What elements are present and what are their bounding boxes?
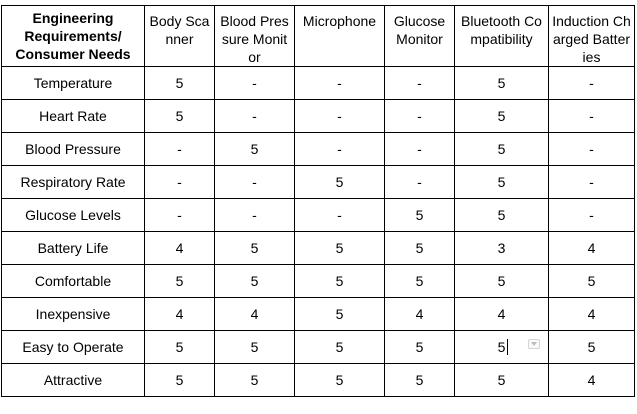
cell-value: 4: [587, 240, 596, 256]
table-cell[interactable]: [455, 298, 549, 331]
cell-value: 5: [497, 75, 506, 91]
table-cell[interactable]: [145, 331, 215, 364]
table-cell[interactable]: [295, 331, 385, 364]
cell-value: -: [337, 75, 342, 91]
table-row: [2, 133, 635, 166]
cell-value: -: [417, 108, 422, 124]
table-row: [2, 100, 635, 133]
column-header[interactable]: Glucose Monitor: [385, 6, 455, 67]
cell-value: -: [337, 207, 342, 223]
table-row: [2, 67, 635, 100]
table-cell[interactable]: [295, 166, 385, 199]
table-cell[interactable]: [455, 265, 549, 298]
cell-value: 5: [335, 372, 344, 388]
column-header[interactable]: Bluetooth Compatibility: [455, 6, 549, 67]
cell-value: -: [417, 174, 422, 190]
table-cell[interactable]: [455, 133, 549, 166]
table-cell[interactable]: [145, 232, 215, 265]
table-cell[interactable]: [295, 100, 385, 133]
table-cell[interactable]: [385, 166, 455, 199]
cell-value: -: [177, 207, 182, 223]
table-cell[interactable]: [455, 67, 549, 100]
cell-value: 5: [175, 339, 184, 355]
table-cell[interactable]: [455, 166, 549, 199]
cell-value: 5: [175, 273, 184, 289]
column-header[interactable]: Microphone: [295, 6, 385, 67]
cell-value: 4: [587, 306, 596, 322]
cell-value: 5: [497, 372, 506, 388]
table-row: [2, 298, 635, 331]
table-cell[interactable]: [215, 166, 295, 199]
table-cell[interactable]: [215, 133, 295, 166]
table-cell[interactable]: [295, 67, 385, 100]
table-cell[interactable]: [455, 199, 549, 232]
cell-value: -: [417, 75, 422, 91]
table-cell[interactable]: [295, 265, 385, 298]
cell-value: -: [589, 207, 594, 223]
table-cell[interactable]: [215, 232, 295, 265]
row-label[interactable]: Battery Life: [2, 232, 145, 265]
row-label[interactable]: Temperature: [2, 67, 145, 100]
table-cell[interactable]: [455, 331, 549, 364]
column-header[interactable]: Body Scanner: [145, 6, 215, 67]
table-cell[interactable]: [295, 199, 385, 232]
table-cell[interactable]: [549, 67, 635, 100]
cell-value: -: [252, 174, 257, 190]
cell-value: -: [417, 141, 422, 157]
row-label[interactable]: Attractive: [2, 364, 145, 397]
table-cell[interactable]: [385, 265, 455, 298]
requirements-table: [1, 5, 635, 397]
cell-value: 4: [250, 306, 259, 322]
cell-value: 5: [175, 75, 184, 91]
table-cell[interactable]: [295, 232, 385, 265]
table-cell[interactable]: [145, 364, 215, 397]
table-cell[interactable]: [385, 133, 455, 166]
column-header[interactable]: Blood Pressure Monitor: [215, 6, 295, 67]
cell-value: -: [177, 174, 182, 190]
table-cell[interactable]: [215, 199, 295, 232]
cell-value: 5: [250, 273, 259, 289]
table-cell[interactable]: [145, 67, 215, 100]
table-cell[interactable]: [145, 133, 215, 166]
cell-value: -: [589, 174, 594, 190]
table-cell[interactable]: [385, 298, 455, 331]
table-cell[interactable]: [295, 364, 385, 397]
table-cell[interactable]: [145, 265, 215, 298]
row-label[interactable]: Glucose Levels: [2, 199, 145, 232]
table-cell[interactable]: [215, 331, 295, 364]
cell-value: 5: [250, 339, 259, 355]
cell-value: 5: [415, 372, 424, 388]
table-cell[interactable]: [385, 331, 455, 364]
table-cell[interactable]: [549, 331, 635, 364]
row-label[interactable]: Comfortable: [2, 265, 145, 298]
cell-value: 5: [587, 273, 596, 289]
cell-value: 5: [497, 273, 506, 289]
table-cell[interactable]: [549, 232, 635, 265]
cell-value: 5: [497, 339, 506, 355]
table-cell[interactable]: [215, 67, 295, 100]
cell-value: -: [337, 108, 342, 124]
table-cell[interactable]: [145, 298, 215, 331]
cell-value: 5: [175, 108, 184, 124]
table-cell[interactable]: [385, 199, 455, 232]
table-cell[interactable]: [145, 199, 215, 232]
cell-value: -: [589, 141, 594, 157]
cell-value: 4: [587, 372, 596, 388]
row-label[interactable]: Blood Pressure: [2, 133, 145, 166]
cell-value: 5: [415, 240, 424, 256]
table-cell[interactable]: [549, 364, 635, 397]
row-label[interactable]: Easy to Operate: [2, 331, 145, 364]
cell-value: 5: [250, 372, 259, 388]
cell-value: 5: [497, 141, 506, 157]
chevron-down-icon[interactable]: [528, 339, 540, 349]
cell-value: 5: [335, 339, 344, 355]
cell-value: -: [589, 108, 594, 124]
cell-value: -: [589, 75, 594, 91]
cell-value: 4: [497, 306, 506, 322]
cell-value: 5: [497, 207, 506, 223]
cell-value: 4: [175, 240, 184, 256]
cell-value: 5: [335, 306, 344, 322]
cell-value: 5: [415, 273, 424, 289]
table-cell[interactable]: [145, 166, 215, 199]
row-label[interactable]: Respiratory Rate: [2, 166, 145, 199]
table-row: [2, 166, 635, 199]
table-cell[interactable]: [215, 265, 295, 298]
cell-value: 5: [335, 273, 344, 289]
table-cell[interactable]: [549, 133, 635, 166]
cell-value: 4: [415, 306, 424, 322]
cell-value: 5: [497, 174, 506, 190]
column-header[interactable]: Induction Charged Batteries: [549, 6, 635, 67]
corner-header[interactable]: Engineering Requirements/ Consumer Needs: [2, 6, 145, 67]
table-cell[interactable]: [549, 166, 635, 199]
table-cell[interactable]: [455, 100, 549, 133]
table-cell[interactable]: [385, 232, 455, 265]
table-cell[interactable]: [385, 67, 455, 100]
table-cell[interactable]: [215, 100, 295, 133]
table-cell[interactable]: [385, 100, 455, 133]
table-cell[interactable]: [385, 364, 455, 397]
row-label[interactable]: Inexpensive: [2, 298, 145, 331]
cell-value: -: [177, 141, 182, 157]
row-label[interactable]: Heart Rate: [2, 100, 145, 133]
cell-value: 5: [175, 372, 184, 388]
cell-value: 5: [335, 174, 344, 190]
cell-value: 5: [587, 339, 596, 355]
table-cell[interactable]: [295, 298, 385, 331]
cell-value: 3: [497, 240, 506, 256]
table-row: [2, 232, 635, 265]
cell-value: 5: [250, 141, 259, 157]
table-row: [2, 265, 635, 298]
table-cell[interactable]: [549, 298, 635, 331]
cell-value: 5: [415, 207, 424, 223]
cell-value: -: [252, 75, 257, 91]
cell-value: 5: [335, 240, 344, 256]
table-cell[interactable]: [455, 232, 549, 265]
table-cell[interactable]: [215, 364, 295, 397]
cell-value: 5: [497, 108, 506, 124]
cell-value: 5: [415, 339, 424, 355]
table-cell[interactable]: [215, 298, 295, 331]
table-row: [2, 199, 635, 232]
text-cursor: [507, 339, 508, 355]
table-cell[interactable]: [295, 133, 385, 166]
table-cell[interactable]: [549, 265, 635, 298]
table-row: [2, 364, 635, 397]
table-cell[interactable]: [549, 199, 635, 232]
table-cell[interactable]: [145, 100, 215, 133]
cell-value: -: [252, 207, 257, 223]
table-row: [2, 331, 635, 364]
table-cell[interactable]: [549, 100, 635, 133]
cell-value: -: [337, 141, 342, 157]
cell-value: -: [252, 108, 257, 124]
table-body: [2, 67, 635, 397]
cell-value: 5: [250, 240, 259, 256]
cell-value: 4: [175, 306, 184, 322]
header-row: [2, 6, 635, 67]
table-cell[interactable]: [455, 364, 549, 397]
